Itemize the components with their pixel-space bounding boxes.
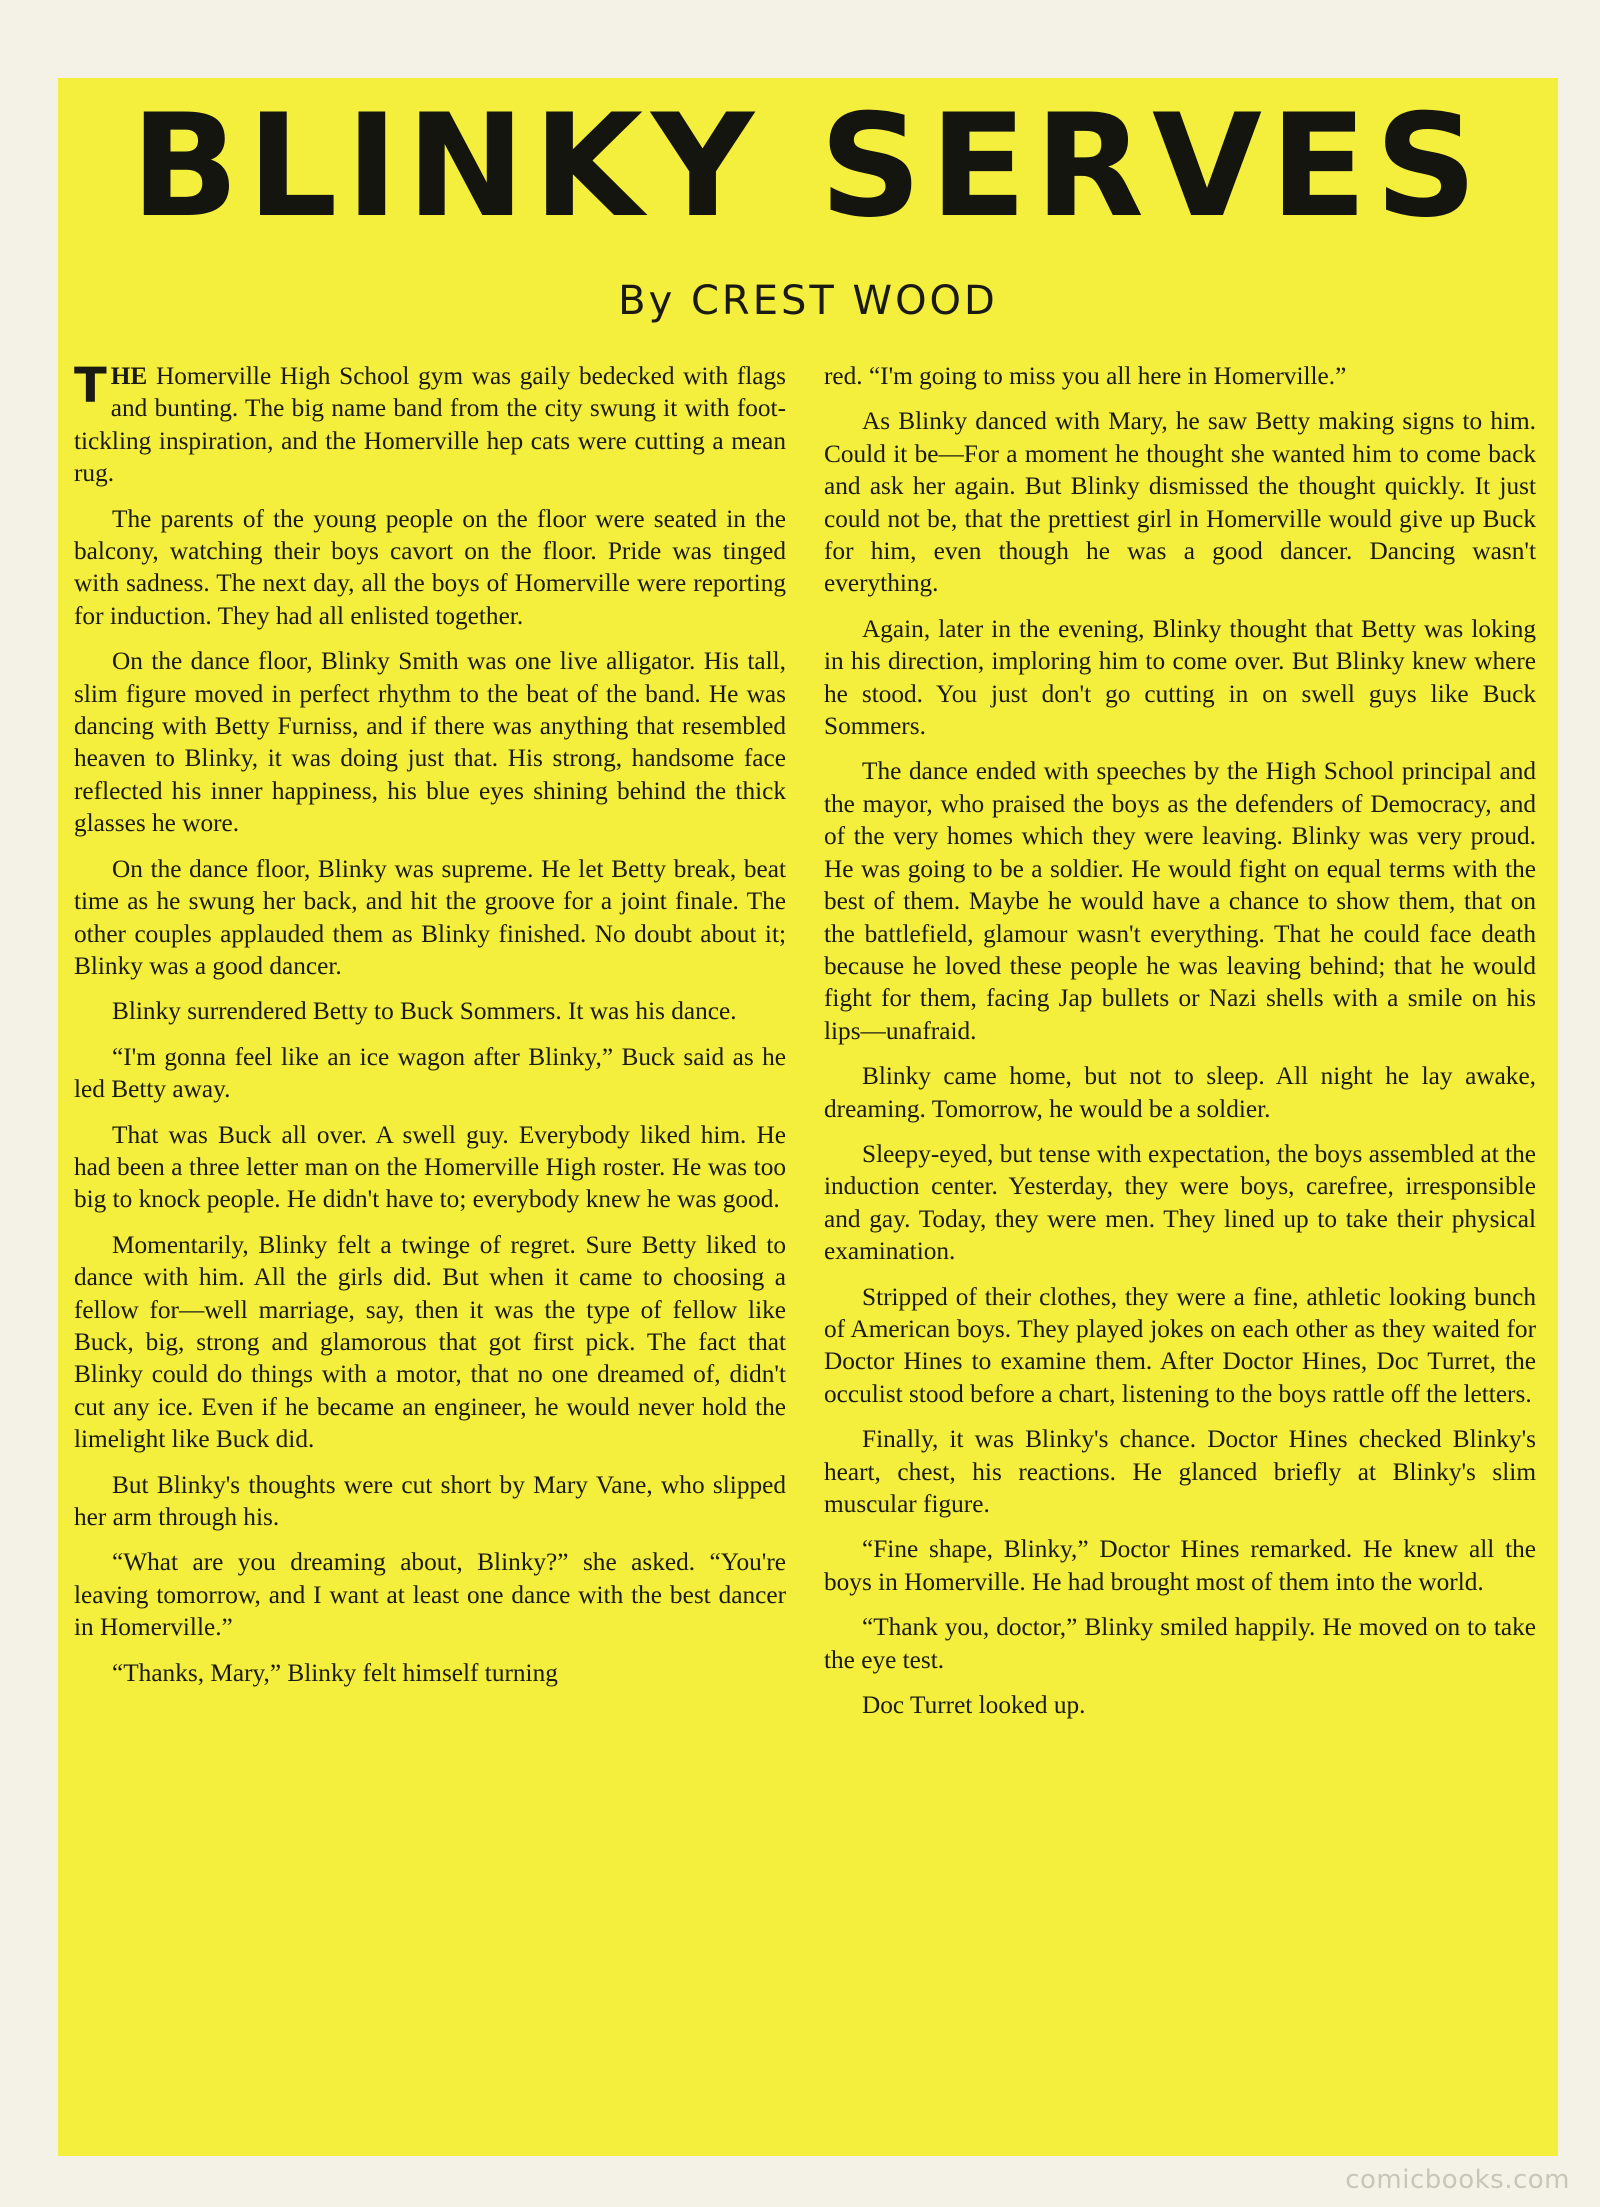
paragraph: “Thanks, Mary,” Blinky felt himself turning — [112, 1658, 558, 1687]
paragraph: That was Buck all over. A swell guy. Everybody liked him. He had been a three letter man on the Homerville High roster. He was too big to knock people. He didn't have to; everybody knew he was good. — [74, 1120, 786, 1214]
paragraph: Stripped of their clothes, they were a fine, athletic looking bunch of American boys. They played jokes on each other as they waited for Doctor Hines to examine them. After Doctor Hines, Doc Turret, the occulist stood before a chart, listening to the boys rattle off the letters. — [824, 1282, 1536, 1408]
paragraph: “Fine shape, Blinky,” Doctor Hines remarked. He knew all the boys in Homerville. He had brought most of them into the world. — [824, 1535, 1536, 1596]
paragraph: “Thank you, doctor,” Blinky smiled happily. He moved on to take the eye test. — [824, 1613, 1536, 1674]
paragraph: Blinky surrendered Betty to Buck Sommers. It was his dance. — [112, 997, 737, 1026]
paragraph: Momentarily, Blinky felt a twinge of regret. Sure Betty liked to dance with him. All the girls did. But when it came to choosing a fellow for—well marriage, say, then it was the type of fellow like Buck, big, strong and glamorous that got first pick. The fact that Blinky could do things with a motor, that no one dreamed of, didn't cut any ice. Even if he became an engineer, he would never hold the limelight like Buck did. — [74, 1230, 786, 1454]
paragraph: Sleepy-eyed, but tense with expectation, the boys assembled at the induction center. Yesterday, they were boys, carefree, irresponsible and gay. Today, they were men. They lined up to take their physical examination. — [824, 1139, 1536, 1266]
story-page — [58, 78, 1558, 2156]
paragraph: But Blinky's thoughts were cut short by Mary Vane, who slipped her arm through his. — [74, 1470, 786, 1531]
paragraph: “What are you dreaming about, Blinky?” she asked. “You're leaving tomorrow, and I want at least one dance with the best dancer in Homerville.” — [74, 1548, 786, 1642]
story-title: BLINKY SERVES — [130, 84, 1486, 249]
byline: By CREST WOOD — [618, 278, 998, 324]
watermark: comicbooks.com — [1345, 2165, 1570, 2195]
paragraph: On the dance floor, Blinky was supreme. He let Betty break, beat time as he swung her back, and hit the groove for a joint finale. The other couples applauded them as Blinky finished. No doubt about it; Blinky was a good dancer. — [74, 854, 786, 980]
paragraph: Again, later in the evening, Blinky thought that Betty was loking in his direction, imploring him to come over. But Blinky knew where he stood. You just don't go cutting in on swell guys like Buck Sommers. — [824, 614, 1536, 741]
paragraph: Doc Turret looked up. — [862, 1691, 1086, 1720]
paragraph — [74, 360, 786, 490]
paragraph: The parents of the young people on the floor were seated in the balcony, watching their boys cavort on the floor. Pride was tinged with sadness. The next day, all the boys of Homerville were reporting for induction. They had all enlisted together. — [74, 504, 786, 630]
left-column — [74, 360, 786, 1702]
paragraph: Blinky came home, but not to sleep. All night he lay awake, dreaming. Tomorrow, he would be a soldier. — [824, 1062, 1536, 1123]
drop-cap: T — [74, 358, 107, 414]
paragraph: “I'm gonna feel like an ice wagon after Blinky,” Buck said as he led Betty away. — [74, 1042, 786, 1104]
paragraph: Finally, it was Blinky's chance. Doctor Hines checked Blinky's heart, chest, his reactions. He glanced briefly at Blinky's slim muscular figure. — [824, 1425, 1536, 1518]
paragraph-text: Homerville High School gym was gaily bedecked with flags and bunting. The big name band from the city swung it with foot-tickling inspiration, and the Homerville hep cats were cutting a mean rug. — [74, 362, 786, 488]
paragraph: The dance ended with speeches by the High School principal and the mayor, who praised the boys as the defenders of Democracy, and of the very homes which they were leaving. Blinky was very proud. He was going to be a soldier. He would fight on equal terms with the best of them. Maybe he would have a chance to show them, that on the battlefield, glamour wasn't everything. That he could face death because he loved these people he was leaving behind; that he would fight for them, facing Jap bullets or Nazi shells with a smile on his lips—unafraid. — [824, 757, 1536, 1045]
paragraph: red. “I'm going to miss you all here in Homerville.” — [824, 362, 1347, 390]
paragraph: As Blinky danced with Mary, he saw Betty making signs to him. Could it be—For a moment he thought she wanted him to come back and ask her again. But Blinky dismissed the thought quickly. It just could not be, that the prettiest girl in Homerville would give up Buck for him, even though he was a good dancer. Dancing wasn't everything. — [824, 407, 1536, 598]
lead-words: HE — [110, 362, 148, 390]
paragraph: On the dance floor, Blinky Smith was one live alligator. His tall, slim figure moved in perfect rhythm to the beat of the band. He was dancing with Betty Furniss, and if there was anything that resembled heaven to Blinky, it was doing just that. His strong, handsome face reflected his inner happiness, his blue eyes shining behind the thick glasses he wore. — [74, 647, 786, 838]
right-column — [824, 360, 1536, 1734]
